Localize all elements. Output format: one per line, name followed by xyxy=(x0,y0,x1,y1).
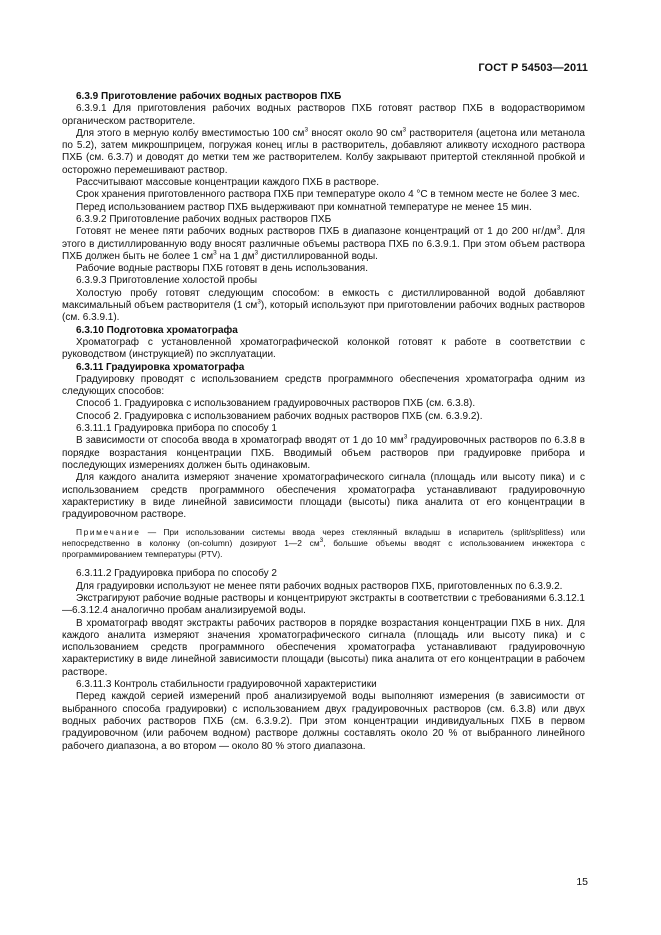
subsection-title: 6.3.11.2 Градуировка прибора по способу 2 xyxy=(76,568,277,580)
paragraph: Для этого в мерную колбу вместимостью 100 $см^3$ вносят около 90 $см^3$ растворителя (ацетона или метанола по 5.2), затем микрошприцем, погружая конец иглы в растворитель, добавляют аликвоту исходного раствора ПХБ (см. 6.3.7) и доводят до метки тем же растворителем. Колбу закрывают притертой стеклянной пробкой и осторожно перемешивают раствор. xyxy=(62,126,585,176)
paragraph: Хроматограф с установленной хроматографической колонкой готовят к работе в соответствии с руководством (инструкцией) по эксплуатации. xyxy=(62,336,585,361)
paragraph: Градуировку проводят с использованием средств программного обеспечения хроматографа одним из следующих способов: xyxy=(62,373,585,398)
section-heading-6-3-11: 6.3.11 Градуировка хроматографа xyxy=(76,361,245,373)
paragraph: 6.3.9.1 Для приготовления рабочих водных растворов ПХБ готовят раствор ПХБ в водорастворимом органическом растворителе. xyxy=(62,103,585,127)
paragraph: Рабочие водные растворы ПХБ готовят в день использования. xyxy=(76,263,368,275)
document-standard-number: ГОСТ Р 54503—2011 xyxy=(478,62,588,74)
subsection-title: 6.3.11.3 Контроль стабильности градуировочной характеристики xyxy=(76,679,377,691)
paragraph: Для каждого аналита измеряют значение хроматографического сигнала (площадь или высоту пика) и с использованием средств программного обеспечения хроматографа устанавливают градуировочную характеристику в виде линейной зависимости площади (высоты) пика аналита от его концентрации в градуировочном растворе. xyxy=(62,472,585,521)
paragraph: Рассчитывают массовые концентрации каждого ПХБ в растворе. xyxy=(76,177,380,189)
paragraph: Перед использованием раствор ПХБ выдерживают при комнатной температуре не менее 15 мин. xyxy=(76,201,532,213)
subsection-title: 6.3.11.1 Градуировка прибора по способу 1 xyxy=(76,423,277,435)
paragraph: Экстрагируют рабочие водные растворы и концентрируют экстракты в соответствии с требованиями 6.3.12.1—6.3.12.4 аналогично пробам анализируемой воды. xyxy=(62,592,585,617)
paragraph: Перед каждой серией измерений проб анализируемой воды выполняют измерения (в зависимости от выбранного способа градуировки) с использованием двух градуировочных растворов (см. 6.3.8) или двух водных рабочих растворов ПХБ (см. 6.3.9.2). При этом концентрации индивидуальных ПХБ в первом градуировочном (или рабочем водном) растворе должны составлять около 20 % от выбранного линейного рабочего диапазона, а во втором — около 80 % этого диапазона. xyxy=(62,691,585,752)
subsection-title: 6.3.9.3 Приготовление холостой пробы xyxy=(76,275,258,287)
paragraph: В зависимости от способа ввода в хроматограф вводят от 1 до 10 $мм^3$ градуировочных растворов по 6.3.8 в порядке возрастания концентрации ПХБ. Вводимый объем растворов при градуировке прибора и последующих измерениях должен быть одинаковым. xyxy=(62,433,585,471)
document-body xyxy=(62,91,585,753)
paragraph: Холостую пробу готовят следующим способом: в емкость с дистиллированной водой добавляют максимальный объем растворителя (1 $см^3$), который используют при приготовлении рабочих водных растворов (см. 6.3.9.1). xyxy=(62,287,585,324)
note-label: Примечание xyxy=(76,527,141,538)
paragraph: Для градуировки используют не менее пяти рабочих водных растворов ПХБ, приготовленных по 6.3.9.2. xyxy=(76,580,563,592)
paragraph: Готовят не менее пяти рабочих водных растворов ПХБ в диапазоне концентраций от 1 до 200 $нг/дм^3$. Для этого в дистиллированную воду вносят различные объемы раствора ПХБ по 6.3.9.1. При этом объем раствора ПХБ должен быть не более 1 $см^3$ на 1 $дм^3$ дистиллированной воды. xyxy=(62,224,585,262)
page-number: 15 xyxy=(576,876,588,888)
section-heading-6-3-9: 6.3.9 Приготовление рабочих водных растворов ПХБ xyxy=(76,91,342,102)
note: Примечание — При использовании системы ввода через стеклянный вкладыш в испаритель (split/splitless) или непосредственно в колонку (on-column) дозируют 1—2 $см^3$, большие объемы вводят с использованием инжектора с программированием температуры (PTV). xyxy=(62,527,585,560)
list-item: Способ 1. Градуировка с использованием градуировочных растворов ПХБ (см. 6.3.8). xyxy=(76,398,476,410)
list-item: Способ 2. Градуировка с использованием рабочих водных растворов ПХБ (см. 6.3.9.2). xyxy=(76,410,483,422)
paragraph: Срок хранения приготовленного раствора ПХБ при температуре около 4 °С в темном месте не более 3 мес. xyxy=(76,189,580,201)
section-heading-6-3-10: 6.3.10 Подготовка хроматографа xyxy=(76,324,238,336)
paragraph: В хроматограф вводят экстракты рабочих растворов в порядке возрастания концентрации ПХБ в них. Для каждого аналита измеряют значения хроматографического сигнала (площадь или высоту пика) и с использованием средств программного обеспечения хроматографа устанавливают градуировочную характеристику в виде линейной зависимости площади (высоты) пика аналита от его концентрации в рабочем растворе. xyxy=(62,617,585,678)
subsection-title: 6.3.9.2 Приготовление рабочих водных растворов ПХБ xyxy=(76,213,332,225)
